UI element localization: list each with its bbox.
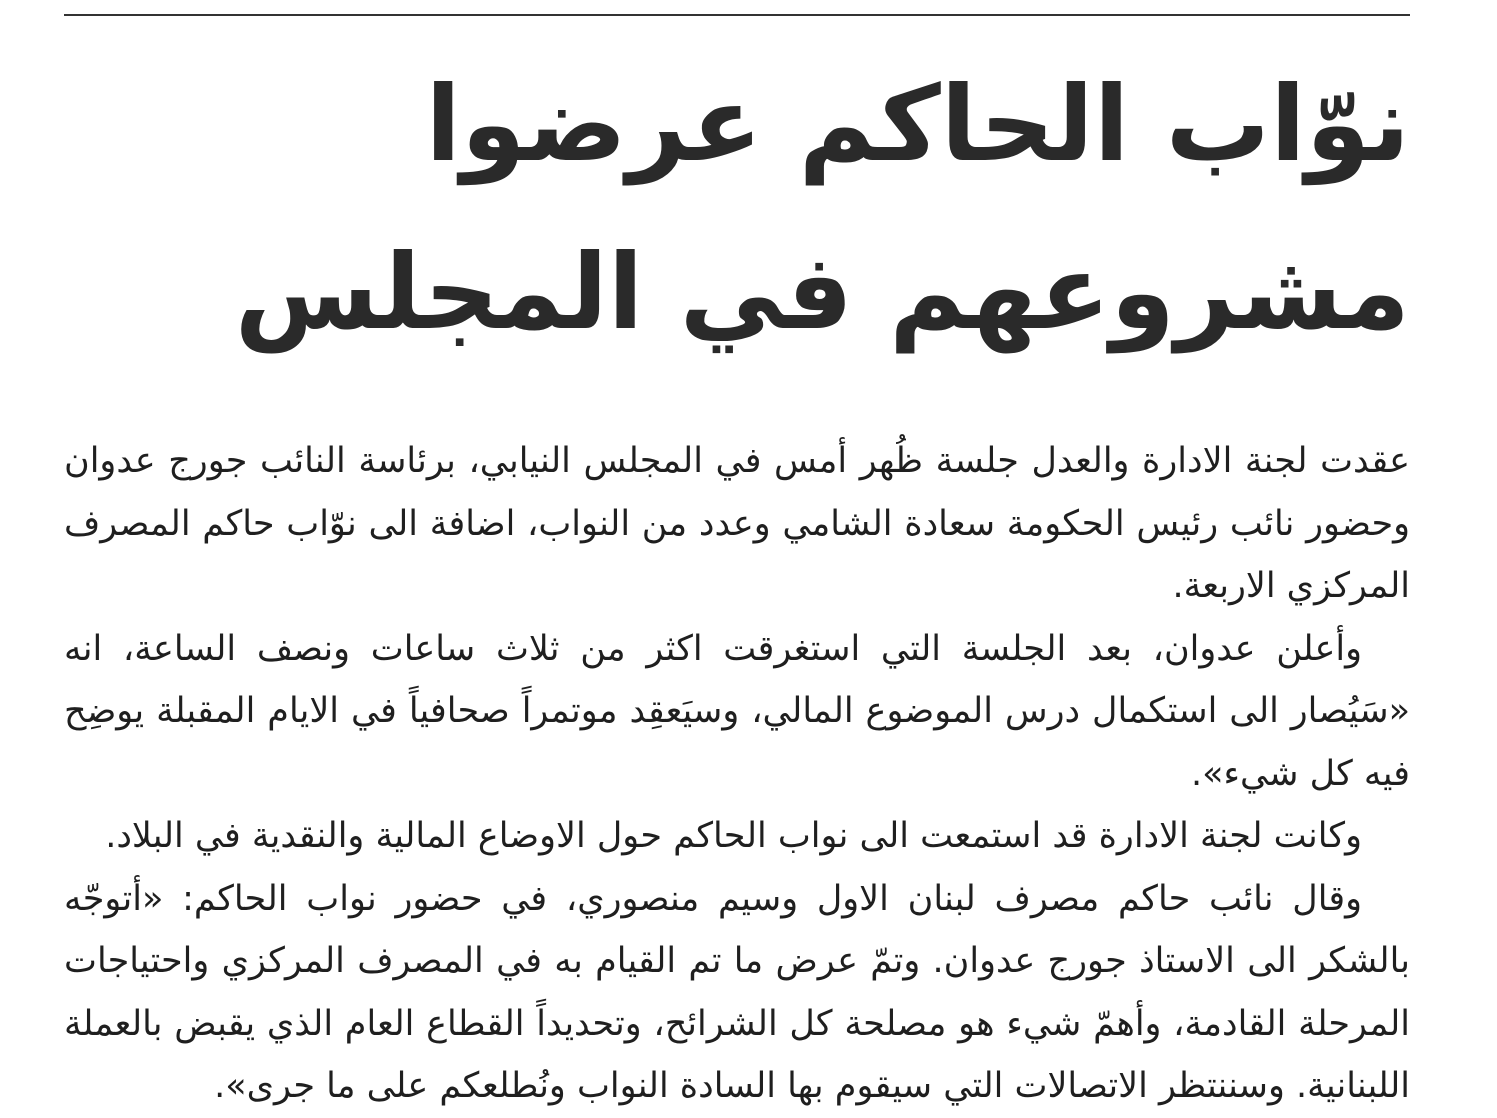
article-paragraph: وكانت لجنة الادارة قد استمعت الى نواب الحاكم حول الاوضاع المالية والنقدية في البلاد. [105, 816, 1362, 856]
top-rule [64, 14, 1410, 16]
article-paragraph: وأعلن عدوان، بعد الجلسة التي استغرقت اكثر من ثلاث ساعات ونصف الساعة، انه «سَيُصار الى استكمال درس الموضوع المالي، وسيَعقِد موتمراً صحافياً في الايام المقبلة يوضِح فيه كل شيء». [64, 628, 1410, 794]
article-paragraph: عقدت لجنة الادارة والعدل جلسة ظُهر أمس في المجلس النيابي، برئاسة النائب جورج عدوان وحضور نائب رئيس الحكومة سعادة الشامي وعدد من النواب، اضافة الى نوّاب حاكم المصرف المركزي الاربعة. [64, 441, 1410, 606]
article-paragraph: وقال نائب حاكم مصرف لبنان الاول وسيم منصوري، في حضور نواب الحاكم: «أتوجّه بالشكر الى الاستاذ جورج عدوان. وتمّ عرض ما تم القيام به في المصرف المركزي واحتياجات المرحلة القادمة، وأهمّ شيء هو مصلحة كل الشرائح، وتحديداً القطاع العام الذي يقبض بالعملة اللبنانية. وسننتظر الاتصالات التي سيقوم بها السادة النواب ونُطلعكم على ما جرى». [64, 878, 1410, 1106]
article-body [64, 430, 1410, 1118]
article-headline: نوّاب الحاكم عرضوا مشروعهم في المجلس [234, 63, 1410, 353]
